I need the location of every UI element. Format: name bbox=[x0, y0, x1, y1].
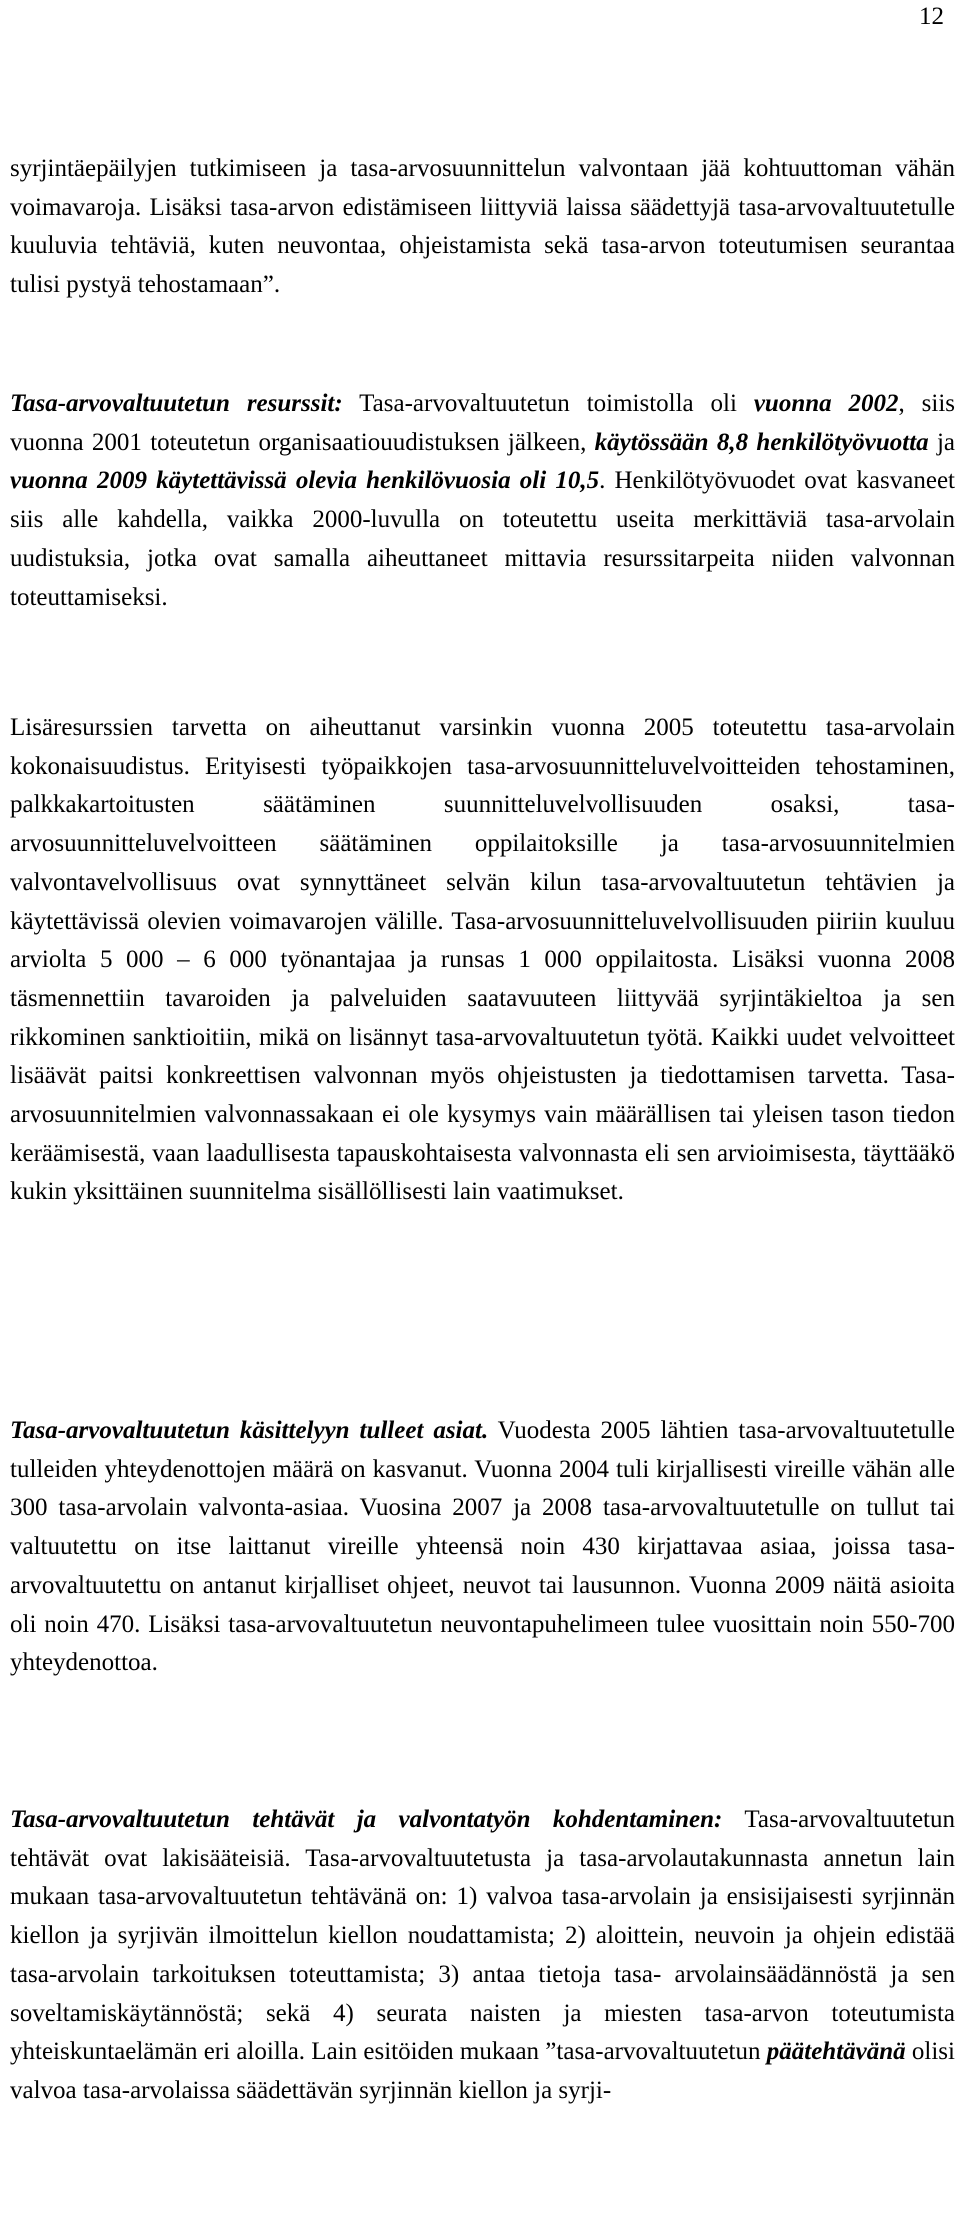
paragraph-cases-text bbox=[10, 1412, 955, 1683]
text-run: olisi valvoa tasa-arvolaissa säädettävän syrjinnän kiellon ja syrji- bbox=[10, 2038, 955, 2104]
paragraph-resources-text bbox=[10, 385, 955, 617]
emphasis-run: vuonna 2002 bbox=[753, 390, 899, 417]
paragraph-additional-resources bbox=[10, 709, 955, 1212]
page-number: 12 bbox=[919, 3, 944, 30]
text-run: , siis vuonna 2001 toteutetun organisaatiouudistuksen jälkeen, bbox=[10, 390, 956, 456]
paragraph-1 bbox=[10, 150, 955, 305]
paragraph-1-text: syrjintäepäilyjen tutkimiseen ja tasa-arvosuunnittelun valvontaan jää kohtuuttoman vähän voimavaroja. Lisäksi tasa-arvon edistämiseen liittyviä laissa säädettyjä tasa-arvovaltuutetulle kuuluvia tehtäviä, kuten neuvontaa, ohjeistamista sekä tasa-arvon toteutumisen seurantaa tulisi pystyä tehostamaan”. bbox=[10, 155, 955, 299]
section-heading-duties: Tasa-arvovaltuutetun tehtävät ja valvontatyön kohdentaminen: bbox=[10, 1806, 723, 1833]
paragraph-resources bbox=[10, 385, 955, 617]
text-run: ja bbox=[928, 428, 955, 456]
paragraph-duties bbox=[10, 1801, 955, 2111]
section-heading-cases: Tasa-arvovaltuutetun käsittelyyn tulleet asiat. bbox=[10, 1417, 489, 1444]
emphasis-run: päätehtävänä bbox=[766, 2038, 906, 2066]
section-heading-resources: Tasa-arvovaltuutetun resurssit: bbox=[10, 390, 343, 417]
paragraph-additional-resources-text: Lisäresurssien tarvetta on aiheuttanut varsinkin vuonna 2005 toteutettu tasa-arvolain kokonaisuudistus. Erityisesti työpaikkojen tasa-arvosuunnitteluvelvoitteiden tehostaminen, palkkakartoitusten säätäminen suunnitteluvelvollisuuden osaksi, tasa-arvosuunnitteluvelvoitteen säätäminen oppilaitoksille ja tasa-arvosuunnitelmien valvontavelvollisuus ovat synnyttäneet selvän kilun tasa-arvovaltuutetun tehtävien ja käytettävissä olevien voimavarojen välille. Tasa-arvosuunnitteluvelvollisuuden piiriin kuuluu arviolta 5 000 – 6 000 työnantajaa ja runsas 1 000 oppilaitosta. Lisäksi vuonna 2008 täsmennettiin tavaroiden ja palveluiden saatavuuteen liittyvää syrjintäkieltoa ja sen rikkominen sanktioitiin, mikä on lisännyt tasa-arvovaltuutetun työtä. Kaikki uudet velvoitteet lisäävät paitsi konkreettisen valvonnan myös ohjeistusten ja tiedottamisen tarvetta. Tasa-arvosuunnitelmien valvonnassakaan ei ole kysymys vain määrällisen tai yleisen tason tiedon keräämisestä, vaan laadullisesta tapauskohtaisesta valvonnasta eli sen arvioimisesta, täyttääkö kukin yksittäinen suunnitelma sisällöllisesti lain vaatimukset. bbox=[10, 714, 955, 1206]
paragraph-duties-text bbox=[10, 1801, 955, 2111]
text-run: Tasa-arvovaltuutetun toimistolla oli bbox=[342, 390, 754, 417]
text-run: . Henkilötyövuodet ovat kasvaneet siis alle kahdella, vaikka 2000-luvulla on toteutettu useita merkittäviä tasa-arvolain uudistuksia, jotka ovat samalla aiheuttaneet mittavia resurssitarpeita niiden valvonnan toteuttamiseksi. bbox=[10, 467, 955, 611]
emphasis-run: vuonna 2009 käytettävissä olevia henkilövuosia oli 10,5 bbox=[10, 467, 600, 495]
text-run: Vuodesta 2005 lähtien tasa-arvovaltuutetulle tulleiden yhteydenottojen määrä on kasvanut. Vuonna 2004 tuli kirjallisesti vireille vähän alle 300 tasa-arvolain valvonta-asiaa. Vuosina 2007 ja 2008 tasa-arvovaltuutetulle on tullut tai valtuutettu on itse laittanut vireille yhteensä noin 430 kirjattavaa asiaa, joissa tasa-arvovaltuutettu on antanut kirjalliset ohjeet, neuvot tai lausunnon. Vuonna 2009 näitä asioita oli noin 470. Lisäksi tasa-arvovaltuutetun neuvontapuhelimeen tulee vuosittain noin 550-700 yhteydenottoa. bbox=[10, 1417, 956, 1677]
paragraph-cases bbox=[10, 1412, 955, 1683]
emphasis-run: käytössään 8,8 henkilötyövuotta bbox=[594, 428, 929, 456]
text-run: Tasa-arvovaltuutetun tehtävät ovat lakisääteisiä. Tasa-arvovaltuutetusta ja tasa-arvolautakunnasta annetun lain mukaan tasa-arvovaltuutetun tehtävänä on: 1) valvoa tasa-arvolain ja ensisijaisesti syrjinnän kiellon ja syrjivän ilmoittelun kiellon noudattamista; 2) aloittein, neuvoin ja ohjein edistää tasa-arvolain tarkoituksen toteuttamista; 3) antaa tietoja tasa- arvolainsäädännöstä ja sen soveltamiskäytännöstä; sekä 4) seurata naisten ja miesten tasa-arvon toteutumista yhteiskuntaelämän eri aloilla. Lain esitöiden mukaan ”tasa-arvovaltuutetun bbox=[10, 1806, 956, 2066]
